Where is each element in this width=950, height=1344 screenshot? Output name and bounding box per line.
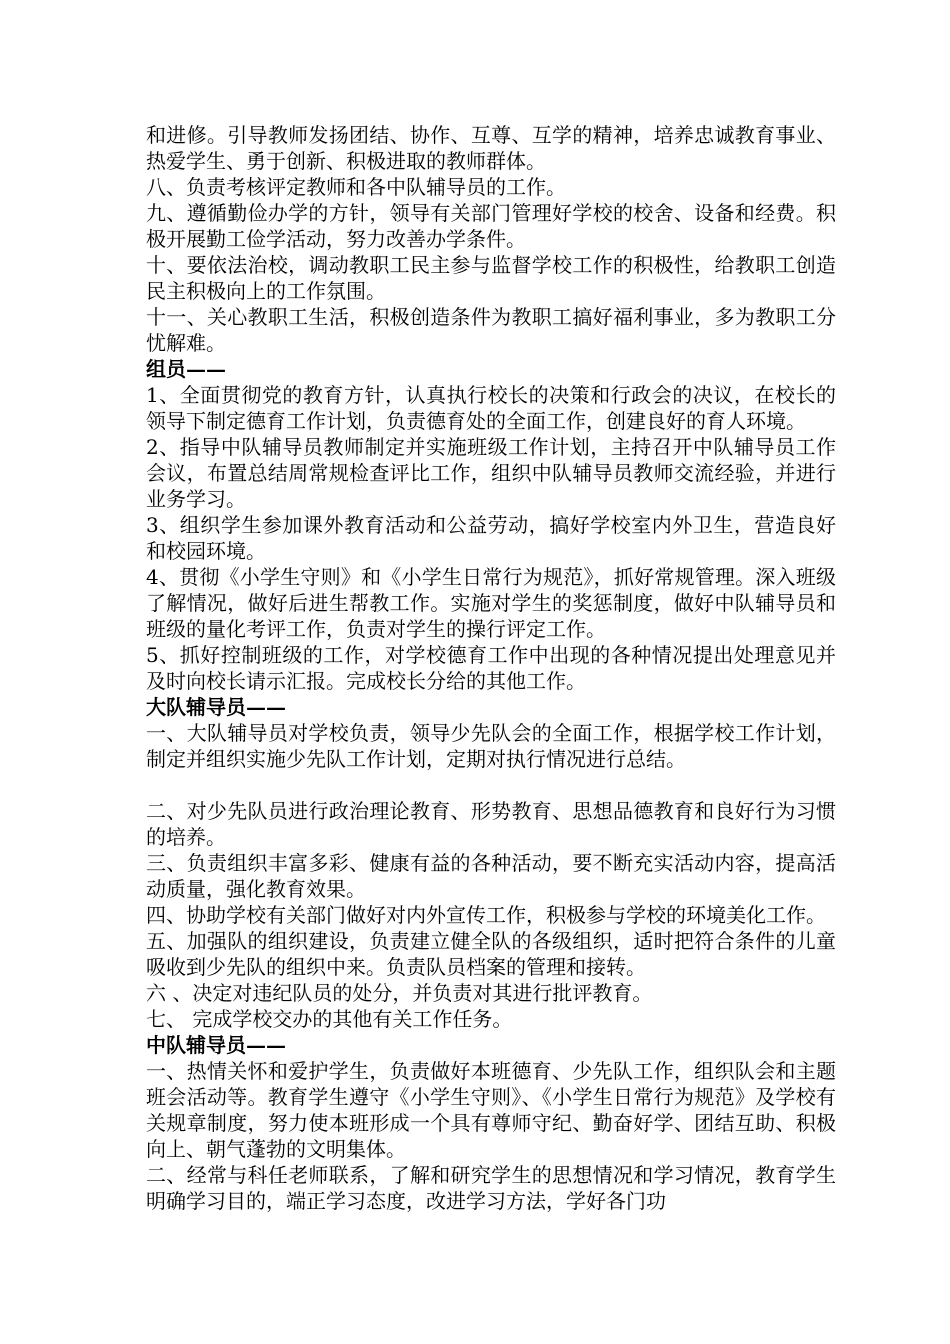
paragraph: 2、指导中队辅导员教师制定并实施班级工作计划，主持召开中队辅导员工作会议，布置总结周常规检查评比工作，组织中队辅导员教师交流经验，并进行业务学习。	[146, 435, 836, 511]
section-heading-squad-counselor: 中队辅导员——	[146, 1033, 286, 1057]
paragraph: 五、加强队的组织建设，负责建立健全队的各级组织，适时把符合条件的儿童吸收到少先队的组织中来。负责队员档案的管理和接转。	[146, 929, 836, 979]
blank-line	[146, 772, 836, 798]
paragraph: 二、经常与科任老师联系，了解和研究学生的思想情况和学习情况，教育学生明确学习目的，端正学习态度，改进学习方法，学好各门功	[146, 1163, 836, 1213]
paragraph: 3、组织学生参加课外教育活动和公益劳动，搞好学校室内外卫生，营造良好和校园环境。	[146, 513, 836, 563]
paragraph: 十一、关心教职工生活，积极创造条件为教职工搞好福利事业，多为教职工分忧解难。	[146, 305, 836, 355]
paragraph: 十、要依法治校，调动教职工民主参与监督学校工作的积极性，给教职工创造民主积极向上的工作氛围。	[146, 253, 836, 303]
section-heading-members: 组员——	[146, 357, 226, 381]
paragraph: 二、对少先队员进行政治理论教育、形势教育、思想品德教育和良好行为习惯的培养。	[146, 799, 836, 849]
paragraph: 九、遵循勤俭办学的方针，领导有关部门管理好学校的校舍、设备和经费。积极开展勤工俭学活动，努力改善办学条件。	[146, 201, 836, 251]
paragraph: 和进修。引导教师发扬团结、协作、互尊、互学的精神，培养忠诚教育事业、热爱学生、勇于创新、积极进取的教师群体。	[146, 123, 836, 173]
document-page	[146, 122, 836, 1214]
paragraph: 八、负责考核评定教师和各中队辅导员的工作。	[146, 175, 566, 199]
paragraph: 5、抓好控制班级的工作，对学校德育工作中出现的各种情况提出处理意见并及时向校长请示汇报。完成校长分给的其他工作。	[146, 643, 836, 693]
paragraph: 一、热情关怀和爱护学生，负责做好本班德育、少先队工作，组织队会和主题班会活动等。教育学生遵守《小学生守则》、《小学生日常行为规范》及学校有关规章制度，努力使本班形成一个具有尊师守纪、勤奋好学、团结互助、积极向上、朝气蓬勃的文明集体。	[146, 1059, 836, 1161]
paragraph: 四、协助学校有关部门做好对内外宣传工作，积极参与学校的环境美化工作。	[146, 903, 826, 927]
section-heading-brigade-counselor: 大队辅导员——	[146, 695, 286, 719]
paragraph: 三、负责组织丰富多彩、健康有益的各种活动，要不断充实活动内容，提高活动质量，强化教育效果。	[146, 851, 836, 901]
paragraph: 一、大队辅导员对学校负责，领导少先队会的全面工作，根据学校工作计划，制定并组织实施少先队工作计划，定期对执行情况进行总结。	[146, 721, 836, 771]
paragraph: 七、 完成学校交办的其他有关工作任务。	[146, 1007, 513, 1031]
paragraph: 1、全面贯彻党的教育方针，认真执行校长的决策和行政会的决议，在校长的领导下制定德育工作计划，负责德育处的全面工作，创建良好的育人环境。	[146, 383, 836, 433]
paragraph: 六 、决定对违纪队员的处分，并负责对其进行批评教育。	[146, 981, 653, 1005]
paragraph: 4、贯彻《小学生守则》和《小学生日常行为规范》，抓好常规管理。深入班级了解情况，做好后进生帮教工作。实施对学生的奖惩制度，做好中队辅导员和班级的量化考评工作，负责对学生的操行评定工作。	[146, 565, 836, 641]
